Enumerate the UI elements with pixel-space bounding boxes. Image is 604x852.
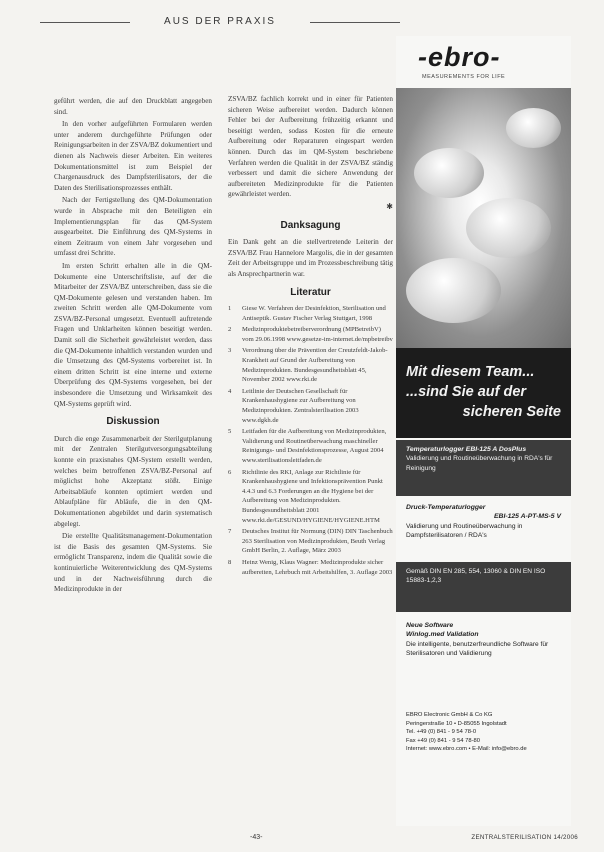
software-description: Die intelligente, benutzerfreundliche Software für Sterilisatoren und Validierung (406, 640, 549, 658)
reference-item: 5 Leitfaden für die Aufbereitung von Medizinprodukten, Validierung und Routineüberwachung maschineller Reinigungs- und Desinfektionsprozesse, August 2004 www.sterilisationsleitfaden.de (228, 428, 387, 464)
paragraph: Im ersten Schritt erhalten alle in die QM-Dokumente eine Unterschriftsliste, auf der die Mitarbeiter der ZSVA/BZ unterschreiben, dass sie die QM-Dokumente gelesen und verstanden haben. Im zweiten Schritt werden alle QM-Dokumente vom ZSVA/BZ-Personal umgesetzt. Eventuell auftretende Fragen und Unklarheiten können beseitigt werden. Damit soll die Sicherheit gewährleistet werden, dass die QM-Dokumente inhaltlich verstanden wurden und die Umsetzung des QM-Systems vorbereitet ist. In einem dritten Schritt ist eine interne und externe Überprüfung des QM-Systems vorgesehen, bei der insbesondere die Umsetzung und Wirksamkeit des QM-Systems geprüft wird. (54, 261, 212, 408)
contact-line: Internet: www.ebro.com • E-Mail: info@ebro.de (406, 746, 527, 753)
paragraph: Die erstellte Qualitätsmanagement-Dokumentation ist die Basis des gesamten QM-Systems. Sie ermöglicht Transparenz, indem die Qualität sowie die kontinuierliche Weiterentwicklung des QM-Systems und in der Nachweisführung durch die Medizinprodukte in der (54, 532, 212, 594)
logo-tagline: MEASUREMENTS FOR LIFE (422, 74, 506, 80)
software-title: Neue Software (406, 622, 454, 629)
ebro-logo: -ebro- (418, 42, 501, 72)
literature-heading: Literatur (290, 286, 331, 298)
middle-column (228, 94, 393, 814)
reference-list (228, 304, 393, 577)
left-column (54, 96, 212, 818)
logger-device (414, 148, 484, 198)
contact-line: EBRO Electronic GmbH & Co KG (406, 712, 493, 718)
ad-headline (396, 348, 571, 438)
end-mark: ✱ (386, 201, 393, 211)
headline-line: Mit diesem Team... (406, 364, 535, 380)
software-box (396, 616, 571, 682)
contact-box (396, 706, 571, 766)
contact-line: Tel. +49 (0) 841 - 9 54 78-0 (406, 729, 477, 736)
standards-box (396, 562, 571, 612)
headline-line: sicheren Seite (462, 404, 561, 420)
software-name: Winlog.med Validation (406, 631, 479, 639)
product-title: Temperaturlogger EBI-125 A DosPlus (406, 446, 527, 453)
logger-device (506, 108, 561, 148)
header-rule-left (40, 22, 130, 23)
product-box-dosplus (396, 440, 571, 496)
journal-name: ZENTRALSTERILISATION 14/2006 (471, 834, 578, 841)
product-model: EBI-125 A-PT-MS-5 V (494, 513, 561, 521)
contact-line: Fax +49 (0) 841 - 9 54 78-80 (406, 737, 480, 744)
product-box-pressure-logger (396, 498, 571, 560)
product-title: Druck-Temperaturlogger (406, 504, 486, 511)
reference-item: 6 Richtlinie des RKI, Anlage zur Richtlinie für Krankenhaushygiene und Infektionsprävention Punkt 4.4.3 und 6.3 Forderungen an die Hygiene bei der Aufbereitung von Medizinprodukten. Bundesgesundheitsblatt 2001 www.rki.de/GESUND/HYGIENE/HYGIENE.HTM (228, 468, 383, 524)
product-photo (396, 88, 571, 348)
logger-device (466, 198, 551, 258)
paragraph: In den vorher aufgeführten Formularen werden unter anderem durchgeführte Prüfungen oder Reinigungsarbeiten in der ZSVA/BZ dokumentiert und dienen als Nachweis dieser Arbeiten. Ein weiteres Dokumentationsmittel ist zum Beispiel der Chargenausdruck des Dampfsterilisators, der die Daten des Sterilisationsprozesses enthält. (54, 120, 212, 192)
paragraph: Nach der Fertigstellung des QM-Dokumentation wurde in Absprache mit den Beteiligten ein Implementierungsplan für das QM-System ausgearbeitet. Die Einführung des QM-Systems in einem Zeitraum von einem Jahr vorgesehen und umfasst drei Schritte. (54, 196, 212, 258)
standards-text: Gemäß DIN EN 285, 554, 13060 & DIN EN ISO 15883-1,2,3 (406, 568, 546, 585)
page-number: -43- (250, 834, 263, 841)
discussion-heading: Diskussion (106, 416, 160, 428)
contact-line: Peringerstraße 10 • D-85055 Ingolstadt (406, 720, 507, 727)
paragraph: geführt werden, die auf den Druckblatt angegeben sind. (54, 97, 212, 116)
reference-item: 1 Giese W. Verfahren der Desinfektion, Sterilisation und Antiseptik. Gustav Fischer Verlag Stuttgart, 1998 (228, 305, 386, 322)
thanks-text: Ein Dank geht an die stellvertretende Leiterin der ZSVA/BZ Frau Hannelore Margolis, die in der gesamten Zeit der Arbeitsgruppe und im Prozessbeschreibung tätig als Ansprechpartnerin war. (228, 238, 393, 278)
reference-item: 7 Deutsches Institut für Normung (DIN) DIN Taschenbuch 263 Sterilisation von Medizinprodukten, Beuth Verlag GmbH Berlin, 2. Auflage, März 2003 (228, 528, 393, 555)
reference-item: 8 Heinz Wenig, Klaus Wagner: Medizinprodukte sicher aufbereiten, Lehrbuch mit Arbeitshilfen, 3. Auflage 2003 (228, 558, 393, 576)
advertisement (396, 36, 571, 826)
reference-item: 3 Verordnung über die Prävention der Creutzfeldt-Jakob-Krankheit auf Grund der Aufbereitung von Medizinprodukten. Bundesgesundheitsblatt 45, November 2002 www.rki.de (228, 347, 388, 384)
section-title: AUS DER PRAXIS (164, 16, 276, 27)
reference-item: 2 Medizinproduktebetreiberverordnung (MPBetreibV) vom 29.06.1998 www.gesetze-im-internet.de/mpbetreibv (228, 326, 393, 343)
logger-device (406, 258, 501, 323)
headline-line: ...sind Sie auf der (406, 384, 527, 400)
paragraph: Durch die enge Zusammenarbeit der Sterilgutplanung mit der Zentralen Sterilgutversorgungsabteilung konnte ein praxisnahes QM-System erstellt werden, welches beim betroffenen ZSVA/BZ-Personal auf möglichst hohe Akzeptanz stößt. Einige Arbeitsabläufe konnten optimiert werden und Ablaufpläne für Abläufe, die in den QM-Dokumentationen abgebildet und darin systematisch abgelegt. (54, 434, 212, 528)
thanks-heading: Danksagung (280, 219, 341, 231)
product-description: Validierung und Routineüberwachung in RDA's für Reinigung (406, 455, 553, 472)
reference-item: 4 Leitlinie der Deutschen Gesellschaft für Krankenhaushygiene zur Aufbereitung von Medizinprodukten. Zentralsterilisation 2003 www.dgkh.de (228, 387, 359, 424)
header-rule-right (310, 22, 400, 23)
product-description: Validierung und Routineüberwachung in Dampfsterilisatoren / RDA's (406, 522, 523, 540)
paragraph: ZSVA/BZ fachlich korrekt und in einer für Patienten sicheren Weise aufbereitet werden. Dadurch können Fehler bei der Aufbereitung frühzeitig erkannt und beseitigt werden, sodass Kosten für die erneute Aufbereitung oder Reparaturen eingespart werden können. Durch das im QM-System beschriebene Verfahren werden die Qualität in der ZSVA/BZ ständig verbessert und damit die sichere Anwendung der aufbereiteten Medizinprodukte für die Patienten gewährleistet werden. (228, 95, 393, 199)
page-header (40, 16, 400, 30)
